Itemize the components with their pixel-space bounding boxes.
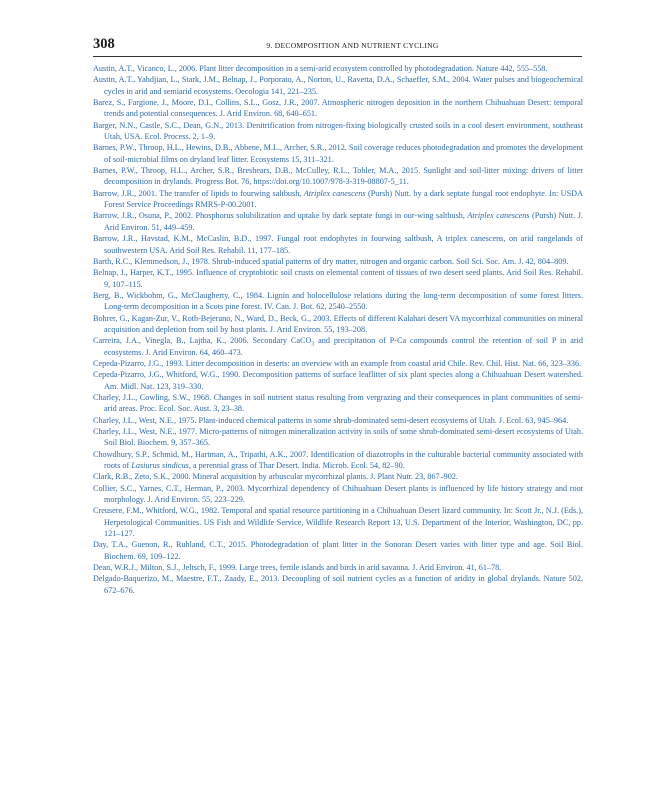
reference-item[interactable]: Collier, S.C., Yarnes, C.T., Herman, P., 2003. Mycorrhizal dependency of Chihuahuan Desert plants is influenced by life history strategy and root morphology. J. Arid Environ. 55, 223–229. bbox=[93, 483, 583, 505]
reference-item[interactable]: Day, T.A., Guenon, R., Ruhland, C.T., 2015. Photodegradation of plant litter in the Sonoran Desert varies with litter type and age. Soil Biol. Biochem. 69, 109–122. bbox=[93, 540, 583, 561]
reference-item[interactable]: Cepeda-Pizarro, J.G., 1993. Litter decomposition in deserts: an overview with an example from coastal arid Chile. Rev. Chil. Hist. Nat. 66, 323–336. bbox=[93, 358, 582, 368]
reference-item[interactable]: Barrow, J.R., Osuna, P., 2002. Phosphorus solubilization and uptake by dark septate fungi in our-wing saltbush, Atriplex canescens (Pursh) Nutt. J. Arid Environ. 51, 449–459. bbox=[93, 211, 583, 232]
reference-item[interactable]: Creusere, F.M., Whitford, W.G., 1982. Temporal and spatial resource partitioning in a Chihuahuan Desert lizard community. In: Scott Jr., N.J. (Eds.), Herpetological Communities. US Fish and Wildlife Service, Wildlife Research Report 13, U.S. Department of the Interior, Washington, DC, pp. 121–127. bbox=[93, 506, 583, 539]
page-header bbox=[93, 36, 582, 54]
reference-item[interactable]: Dean, W.R.J., Milton, S.J., Jeltsch, F., 1999. Large trees, fertile islands and birds in arid savanna. J. Arid Environ. 41, 61–78. bbox=[93, 563, 502, 573]
reference-item[interactable]: Chowdhury, S.P., Schmid, M., Hartman, A., Tripathi, A.K., 2007. Identification of diazotrophs in the culturable bacterial community associated with roots of Lasiurus sindicus, a perennial grass of Thar Desert. India. Microb. Ecol. 54, 82–90. bbox=[93, 449, 583, 471]
reference-item[interactable]: Charley, J.L., West, N.E., 1977. Micro-patterns of nitrogen mineralization activity in soils of some shrub-dominated semi-desert ecosystems of Utah. Soil Biol. Biochem. 9, 357–365. bbox=[93, 427, 583, 448]
reference-item[interactable]: Cepeda-Pizarro, J.G., Whitford, W.G., 1990. Decomposition patterns of surface leaflitter of six plant species along a Chihuahuan Desert watershed. Am. Midl. Nat. 123, 319–330. bbox=[93, 370, 583, 391]
reference-item[interactable]: Belnap, J., Harper, K.T., 1995. Influence of cryptobiotic soil crusts on elemental content of tissues of two desert seed plants. Arid Soil Res. Rehabil. 9, 107–115. bbox=[93, 268, 583, 289]
reference-item[interactable]: Berg, B., Wickbohm, G., McClaugherty, C., 1984. Lignin and holocellulose relations during the long-term decomposition of some forest litters. Long-term decomposition in a Scots pine forest. IV. Can. J. Bot. 62, 2540–2550. bbox=[93, 290, 583, 312]
running-title: 9. DECOMPOSITION AND NUTRIENT CYCLING bbox=[266, 41, 439, 50]
reference-item[interactable]: Austin, A.T., Yahdjian, L., Stark, J.M., Belnap, J., Porporato, A., Norton, U., Ravetta, D.A., Schaeffer, S.M., 2004. Water pulses and biogeochemical cycles in arid and semiarid ecosystems. Oecologia 141, 221–235. bbox=[93, 75, 583, 96]
reference-item[interactable]: Barth, R.C., Klemmedson, J., 1978. Shrub-induced spatial patterns of dry matter, nitrogen and organic carbon. Soil Sci. Soc. Am. J. 42, 804–809. bbox=[93, 256, 569, 266]
reference-item[interactable]: Barnes, P.W., Throop, H.L., Hewins, D.B., Abbene, M.L., Archer, S.R., 2012. Soil coverage reduces photodegradation and promotes the development of soil-microbial films on dryland leaf litter. Ecosystems 15, 311–321. bbox=[93, 143, 583, 164]
header-rule bbox=[93, 56, 582, 57]
reference-list bbox=[93, 63, 583, 596]
reference-item[interactable]: Bohrer, G., Kagan-Zur, V., Roth-Bejerano, N., Ward, D., Beck, G., 2003. Effects of different Kalahari desert VA mycorrhizal communities on mineral acquisition and depletion from soil by host plants. J. Arid Environ. 55, 193–208. bbox=[93, 313, 583, 334]
reference-item[interactable]: Barnes, P.W., Throop, H.L., Archer, S.R., Breshears, D.B., McCulley, R.L., Tobler, M.A., 2015. Sunlight and soil-litter mixing: drivers of litter decomposition in drylands. Progress Bot. 76, https://doi.org/10.1007/978-3-319-08807-5_11. bbox=[93, 166, 583, 187]
reference-item[interactable]: Barez, S., Fargione, J., Moore, D.I., Collins, S.L., Gosz, J.R., 2007. Atmospheric nitrogen deposition in the northern Chihuahuan Desert: temporal trends and potential consequences. J. Arid Environ. 68, 640–651. bbox=[93, 98, 583, 119]
page-number: 308 bbox=[93, 36, 115, 52]
reference-item[interactable]: Barrow, J.R., 2001. The transfer of lipids to fourwing saltbush, Atriplex canescens (Pursh) Nutt. by a dark septate fungal root endophyte. In: USDA Forest Service Proceedings RMRS-P-00.2001. bbox=[93, 188, 583, 210]
reference-item[interactable]: Delgado-Baquerizo, M., Maestre, F.T., Zaady, E., 2013. Decoupling of soil nutrient cycles as a function of aridity in global drylands. Nature 502, 672–676. bbox=[93, 574, 583, 595]
reference-item[interactable]: Charley, J.L., West, N.E., 1975. Plant-induced chemical patterns in some shrub-dominated semi-desert ecosystems of Utah. J. Ecol. 63, 945–964. bbox=[93, 415, 569, 425]
reference-item[interactable]: Clark, R.B., Zeto, S.K., 2000. Mineral acquisition by arbuscular mycorrhizal plants. J. Plant Nutr. 23, 867–902. bbox=[93, 472, 458, 482]
reference-item[interactable]: Charley, J.L., Cowling, S.W., 1968. Changes in soil nutrient status resulting from vergrazing and their consequences in plant communities of semi-arid areas. Proc. Ecol. Soc. Aust. 3, 23–38. bbox=[93, 392, 583, 414]
reference-item[interactable]: Barger, N.N., Castle, S.C., Dean, G.N., 2013. Denitrification from nitrogen-fixing biologically crusted soils in a cool desert environment, southeast Utah, USA. Ecol. Process. 2, 1–9. bbox=[93, 120, 583, 142]
reference-item[interactable]: Carreira, J.A., Vinegla, B., Lajtha, K., 2006. Secondary CaCO$_3$ and precipitation of P-Ca compounds control the retention of soil P in arid ecosystems. J. Arid Environ. 64, 460–473. bbox=[93, 336, 584, 357]
reference-item[interactable]: Barrow, J.R., Havstad, K.M., McCaslin, B.D., 1997. Fungal root endophytes in fourwing saltbush, A triplex canescens, on arid rangelands of southwestern USA. Arid Soil Res. Rehabil. 11, 177–185. bbox=[93, 234, 583, 255]
reference-item[interactable]: Austin, A.T., Vicanco, L., 2006. Plant litter decomposition in a semi-arid ecosystem controlled by photodegradation. Nature 442, 555–558. bbox=[93, 64, 548, 73]
